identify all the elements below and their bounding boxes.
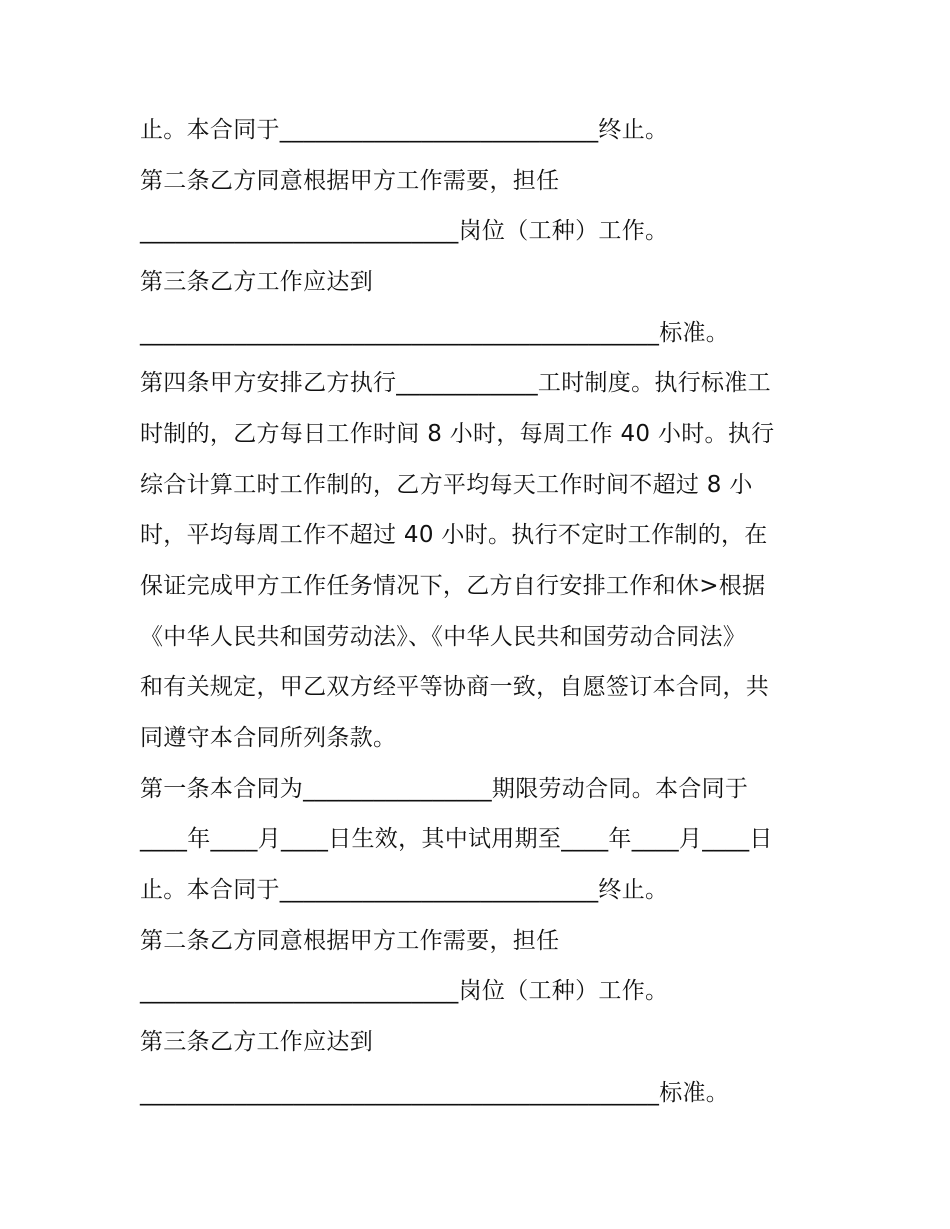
text-line: ____________________________________________标准。 — [140, 1080, 730, 1106]
text-line: 第四条甲方安排乙方执行____________工时制度。执行标准工 — [140, 370, 771, 396]
text-line: 止。本合同于___________________________终止。 — [140, 117, 669, 143]
text-line: 同遵守本合同所列条款。 — [140, 725, 397, 751]
text-line: 保证完成甲方工作任务情况下，乙方自行安排工作和休>根据 — [140, 573, 766, 599]
text-line: 止。本合同于___________________________终止。 — [140, 877, 669, 903]
text-line: ___________________________岗位（工种）工作。 — [140, 978, 669, 1004]
text-line: ____年____月____日生效，其中试用期至____年____月____日 — [140, 826, 773, 852]
text-line: 第三条乙方工作应达到 — [140, 1029, 373, 1055]
text-line: 时，平均每周工作不超过 40 小时。执行不定时工作制的，在 — [140, 522, 768, 548]
text-line: 《中华人民共和国劳动法》、《中华人民共和国劳动合同法》 — [140, 624, 747, 650]
text-line: 第一条本合同为________________期限劳动合同。本合同于 — [140, 776, 749, 802]
text-line: 时制的，乙方每日工作时间 8 小时，每周工作 40 小时。执行 — [140, 421, 775, 447]
text-line: 第三条乙方工作应达到 — [140, 269, 373, 295]
text-line: 第二条乙方同意根据甲方工作需要，担任 — [140, 928, 560, 954]
text-line: 和有关规定，甲乙双方经平等协商一致，自愿签订本合同，共 — [140, 674, 770, 700]
text-line: 第二条乙方同意根据甲方工作需要，担任 — [140, 168, 560, 194]
text-line: ____________________________________________标准。 — [140, 320, 730, 346]
text-line: 综合计算工时工作制的，乙方平均每天工作时间不超过 8 小 — [140, 472, 753, 498]
text-line: ___________________________岗位（工种）工作。 — [140, 218, 669, 244]
